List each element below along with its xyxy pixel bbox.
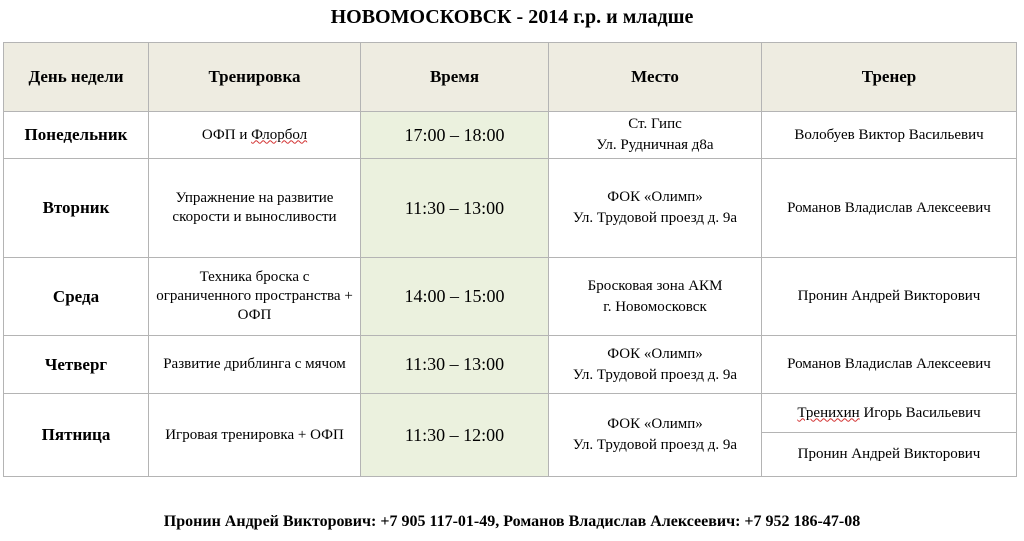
place-cell bbox=[549, 159, 762, 258]
place-line: г. Новомосковск bbox=[603, 298, 707, 315]
coach-name-rest: Игорь Васильевич bbox=[859, 404, 981, 421]
day-cell: Понедельник bbox=[4, 112, 149, 159]
day-cell: Вторник bbox=[4, 159, 149, 258]
time-cell: 11:30 – 13:00 bbox=[361, 336, 549, 394]
training-cell bbox=[149, 112, 361, 159]
coach-surname-underlined: Тренихин bbox=[797, 404, 860, 421]
table-row bbox=[4, 394, 1017, 433]
place-line: Ст. Гипс bbox=[628, 116, 682, 132]
day-cell: Пятница bbox=[4, 394, 149, 477]
header-row bbox=[4, 43, 1017, 112]
coach-cell: Романов Владислав Алексеевич bbox=[762, 159, 1017, 258]
training-text-underlined: Флорбол bbox=[251, 126, 308, 143]
training-cell: Игровая тренировка + ОФП bbox=[149, 394, 361, 477]
place-cell bbox=[549, 258, 762, 336]
contact-phone: : +7 905 117-01-49, bbox=[371, 513, 504, 530]
place-line: Бросковая зона АКМ bbox=[587, 277, 723, 294]
training-cell: Развитие дриблинга с мячом bbox=[149, 336, 361, 394]
place-cell bbox=[549, 112, 762, 159]
table-row bbox=[4, 159, 1017, 258]
table-row bbox=[4, 112, 1017, 159]
training-text: ОФП и bbox=[201, 126, 252, 143]
place-line: Ул. Трудовой проезд д. 9а bbox=[572, 210, 738, 226]
place-line: ФОК «Олимп» bbox=[607, 345, 703, 362]
training-cell: Упражнение на развитие скорости и выносливости bbox=[149, 159, 361, 258]
page-title: НОВОМОСКОВСК - 2014 г.р. и младше bbox=[330, 6, 694, 28]
day-cell: Среда bbox=[4, 258, 149, 336]
contacts-footer bbox=[0, 513, 1024, 531]
table-row bbox=[4, 258, 1017, 336]
contact-name: Пронин Андрей Викторович bbox=[163, 513, 372, 530]
schedule-table bbox=[3, 42, 1017, 477]
contact-name: Романов Владислав Алексеевич bbox=[503, 513, 736, 530]
coach-cell: Пронин Андрей Викторович bbox=[762, 433, 1017, 477]
coach-cell: Романов Владислав Алексеевич bbox=[762, 336, 1017, 394]
contact-phone: : +7 952 186-47-08 bbox=[735, 513, 861, 530]
place-line: ФОК «Олимп» bbox=[607, 416, 703, 432]
place-line: Ул. Рудничная д8а bbox=[596, 137, 714, 153]
day-cell: Четверг bbox=[4, 336, 149, 394]
header-day: День недели bbox=[4, 43, 149, 112]
place-cell bbox=[549, 394, 762, 477]
training-cell: Техника броска с ограниченного пространства + ОФП bbox=[149, 258, 361, 336]
coach-cell bbox=[762, 394, 1017, 433]
place-line: Ул. Трудовой проезд д. 9а bbox=[572, 366, 738, 383]
time-cell: 11:30 – 12:00 bbox=[361, 394, 549, 477]
coach-cell: Волобуев Виктор Васильевич bbox=[762, 112, 1017, 159]
header-training: Тренировка bbox=[149, 43, 361, 112]
place-cell bbox=[549, 336, 762, 394]
place-line: Ул. Трудовой проезд д. 9а bbox=[572, 437, 738, 453]
header-time: Время bbox=[361, 43, 549, 112]
time-cell: 14:00 – 15:00 bbox=[361, 258, 549, 336]
table-row bbox=[4, 336, 1017, 394]
header-place: Место bbox=[549, 43, 762, 112]
time-cell: 11:30 – 13:00 bbox=[361, 159, 549, 258]
place-line: ФОК «Олимп» bbox=[607, 189, 703, 205]
coach-cell: Пронин Андрей Викторович bbox=[762, 258, 1017, 336]
time-cell: 17:00 – 18:00 bbox=[361, 112, 549, 159]
header-coach: Тренер bbox=[762, 43, 1017, 112]
